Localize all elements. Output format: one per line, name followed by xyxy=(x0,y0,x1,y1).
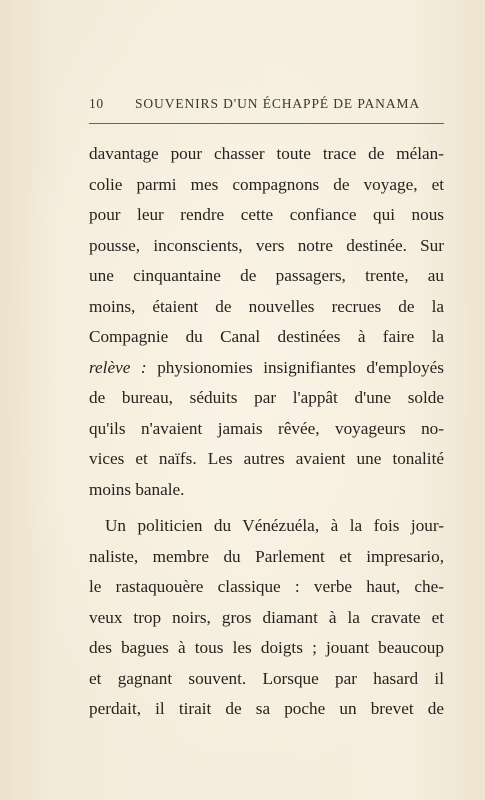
text-line: davantage pour chasser toute trace de mélan- xyxy=(89,144,444,163)
text-line: veux trop noirs, gros diamant à la cravate et xyxy=(89,607,444,627)
text-line: une cinquantaine de passagers, trente, au xyxy=(89,266,444,285)
text-line: perdait, il tirait de sa poche un brevet de xyxy=(89,699,444,718)
text-line: colie parmi mes compagnons de voyage, et xyxy=(89,174,444,194)
text-line: pour leur rendre cette confiance qui nous xyxy=(89,205,444,224)
text-run: physionomies insignifiantes d'employés xyxy=(146,357,444,377)
italic-word: relève : xyxy=(89,357,147,377)
page-number: 10 xyxy=(89,96,104,111)
text-line: pousse, inconscients, vers notre destinée. Sur xyxy=(89,235,444,255)
text-line: Un politicien du Vénézuéla, à la fois jour- xyxy=(105,516,444,535)
text-line: des bagues à tous les doigts ; jouant beaucoup xyxy=(89,638,444,657)
text-line: moins, étaient de nouvelles recrues de la xyxy=(89,296,444,316)
body-text xyxy=(89,139,444,725)
page-header xyxy=(89,96,449,114)
text-line: Compagnie du Canal destinées à faire la xyxy=(89,327,444,346)
running-title: SOUVENIRS D'UN ÉCHAPPÉ DE PANAMA xyxy=(135,96,421,111)
text-line: de bureau, séduits par l'appât d'une solde xyxy=(89,388,444,407)
header-rule xyxy=(89,123,444,124)
text-line: le rastaquouère classique : verbe haut, che- xyxy=(89,577,444,596)
text-line: moins banale. xyxy=(89,479,185,499)
text-line: et gagnant souvent. Lorsque par hasard il xyxy=(89,668,444,688)
text-line: vices et naïfs. Les autres avaient une tonalité xyxy=(89,449,444,468)
text-line: qu'ils n'avaient jamais rêvée, voyageurs no- xyxy=(89,418,444,438)
text-line: naliste, membre du Parlement et impresario, xyxy=(89,546,444,566)
text-line-mixed xyxy=(89,353,444,384)
